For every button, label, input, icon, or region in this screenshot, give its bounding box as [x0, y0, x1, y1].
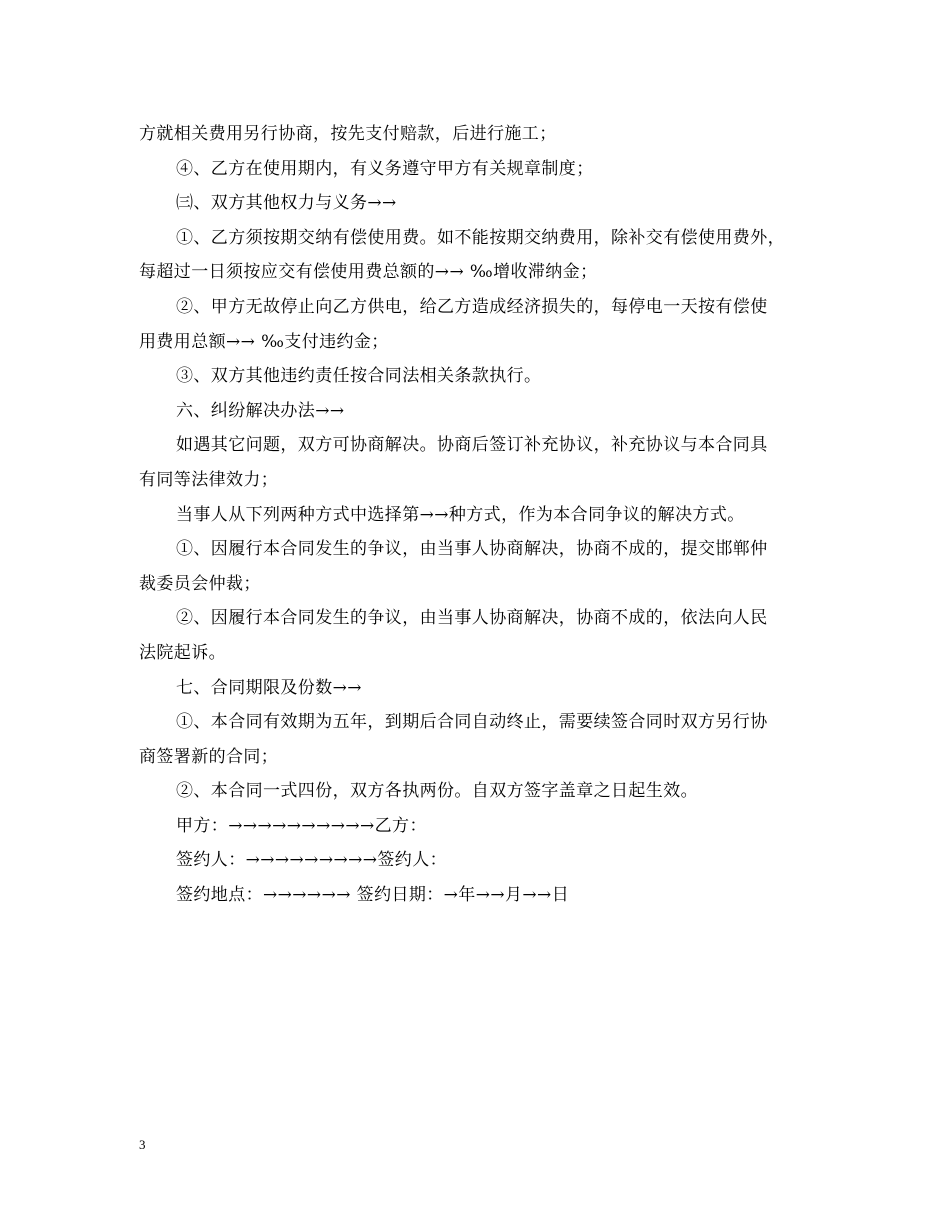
text-line: ④、乙方在使用期内，有义务遵守甲方有关规章制度；: [176, 158, 594, 179]
text-line: 当事人从下列两种方式中选择第→→种方式，作为本合同争议的解决方式。: [176, 504, 745, 525]
text-line: 七、合同期限及份数→→: [176, 677, 362, 698]
text-line: ②、本合同一式四份，双方各执两份。自双方签字盖章之日起生效。: [176, 781, 698, 802]
text-line: ①、本合同有效期为五年，到期后合同自动终止，需要续签合同时双方另行协: [176, 712, 768, 733]
text-line: ①、因履行本合同发生的争议，由当事人协商解决，协商不成的，提交邯郸仲: [176, 539, 768, 560]
text-line: 如遇其它问题，双方可协商解决。协商后签订补充协议，补充协议与本合同具: [176, 435, 768, 456]
text-line: 签约人：→→→→→→→→→签约人：: [176, 850, 447, 871]
text-line: 法院起诉。: [139, 642, 226, 663]
document-body: [139, 117, 839, 913]
text-line: 六、纠纷解决办法→→: [176, 400, 345, 421]
text-line: ②、因履行本合同发生的争议，由当事人协商解决，协商不成的，依法向人民: [176, 608, 768, 629]
text-line: 每超过一日须按应交有偿使用费总额的→→ ‰增收滞纳金；: [139, 262, 598, 283]
text-line: 方就相关费用另行协商，按先支付赔款，后进行施工；: [139, 124, 557, 144]
text-line: 商签署新的合同；: [139, 746, 279, 767]
text-line: 签约地点：→→→→→→ 签约日期：→年→→月→→日: [176, 885, 570, 906]
text-line: 用费用总额→→ ‰支付违约金；: [139, 331, 389, 352]
text-line: ③、双方其他违约责任按合同法相关条款执行。: [176, 366, 542, 387]
text-line: ㈢、双方其他权力与义务→→: [176, 193, 397, 214]
text-line: 甲方：→→→→→→→→→→乙方：: [176, 815, 427, 836]
text-line: ②、甲方无故停止向乙方供电，给乙方造成经济损失的，每停电一天按有偿使: [176, 296, 768, 317]
page-number: 3: [139, 1137, 146, 1152]
text-line: 有同等法律效力；: [139, 469, 279, 490]
text-line: 裁委员会仲裁；: [139, 573, 261, 594]
text-line: ①、乙方须按期交纳有偿使用费。如不能按期交纳费用，除补交有偿使用费外，: [176, 227, 785, 248]
